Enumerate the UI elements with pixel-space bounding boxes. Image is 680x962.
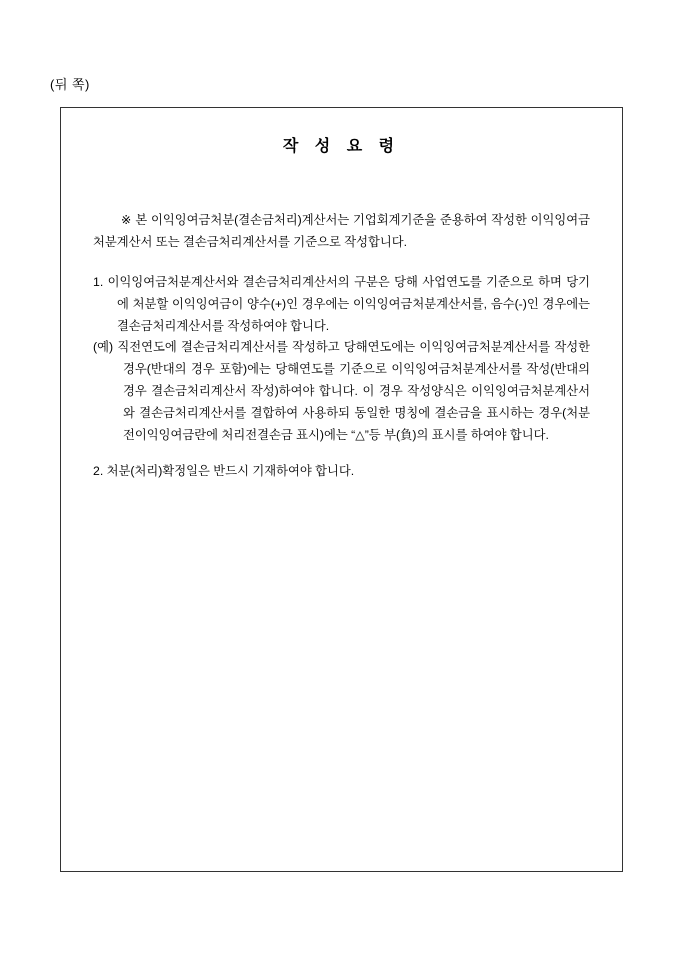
instructions-box bbox=[60, 107, 623, 872]
page-title: 작 성 요 령 bbox=[282, 138, 401, 155]
paragraph-item-2: 2. 처분(처리)확정일은 반드시 기재하여야 합니다. bbox=[93, 463, 355, 478]
paragraph-note: ※ 본 이익잉여금처분(결손금처리)계산서는 기업회계기준을 준용하여 작성한 이익잉여금처분계산서 또는 결손금처리계산서를 기준으로 작성합니다. bbox=[93, 213, 590, 249]
paragraph-example: (예) 직전연도에 결손금처리계산서를 작성하고 당해연도에는 이익잉여금처분계산서를 작성한 경우(반대의 경우 포함)에는 당해연도를 기준으로 이익잉여금처분계산서를 작성(반대의 경우 결손금처리계산서 작성)하여야 합니다. 이 경우 작성양식은 이익잉여금처분계산서와 결손금처리계산서를 결합하여 사용하되 동일한 명칭에 결손금을 표시하는 경우(처분전이익잉여금란에 처리전결손금 표시)에는 “△”등 부(負)의 표시를 하여야 합니다. bbox=[93, 340, 590, 442]
instructions-content bbox=[61, 210, 622, 483]
page-corner-label: (뒤 쪽) bbox=[50, 77, 90, 92]
paragraph-item-1: 1. 이익잉여금처분계산서와 결손금처리계산서의 구분은 당해 사업연도를 기준으로 하며 당기에 처분할 이익잉여금이 양수(+)인 경우에는 이익잉여금처분계산서를, 음수(-)인 경우에는 결손금처리계산서를 작성하여야 합니다. bbox=[93, 274, 590, 333]
